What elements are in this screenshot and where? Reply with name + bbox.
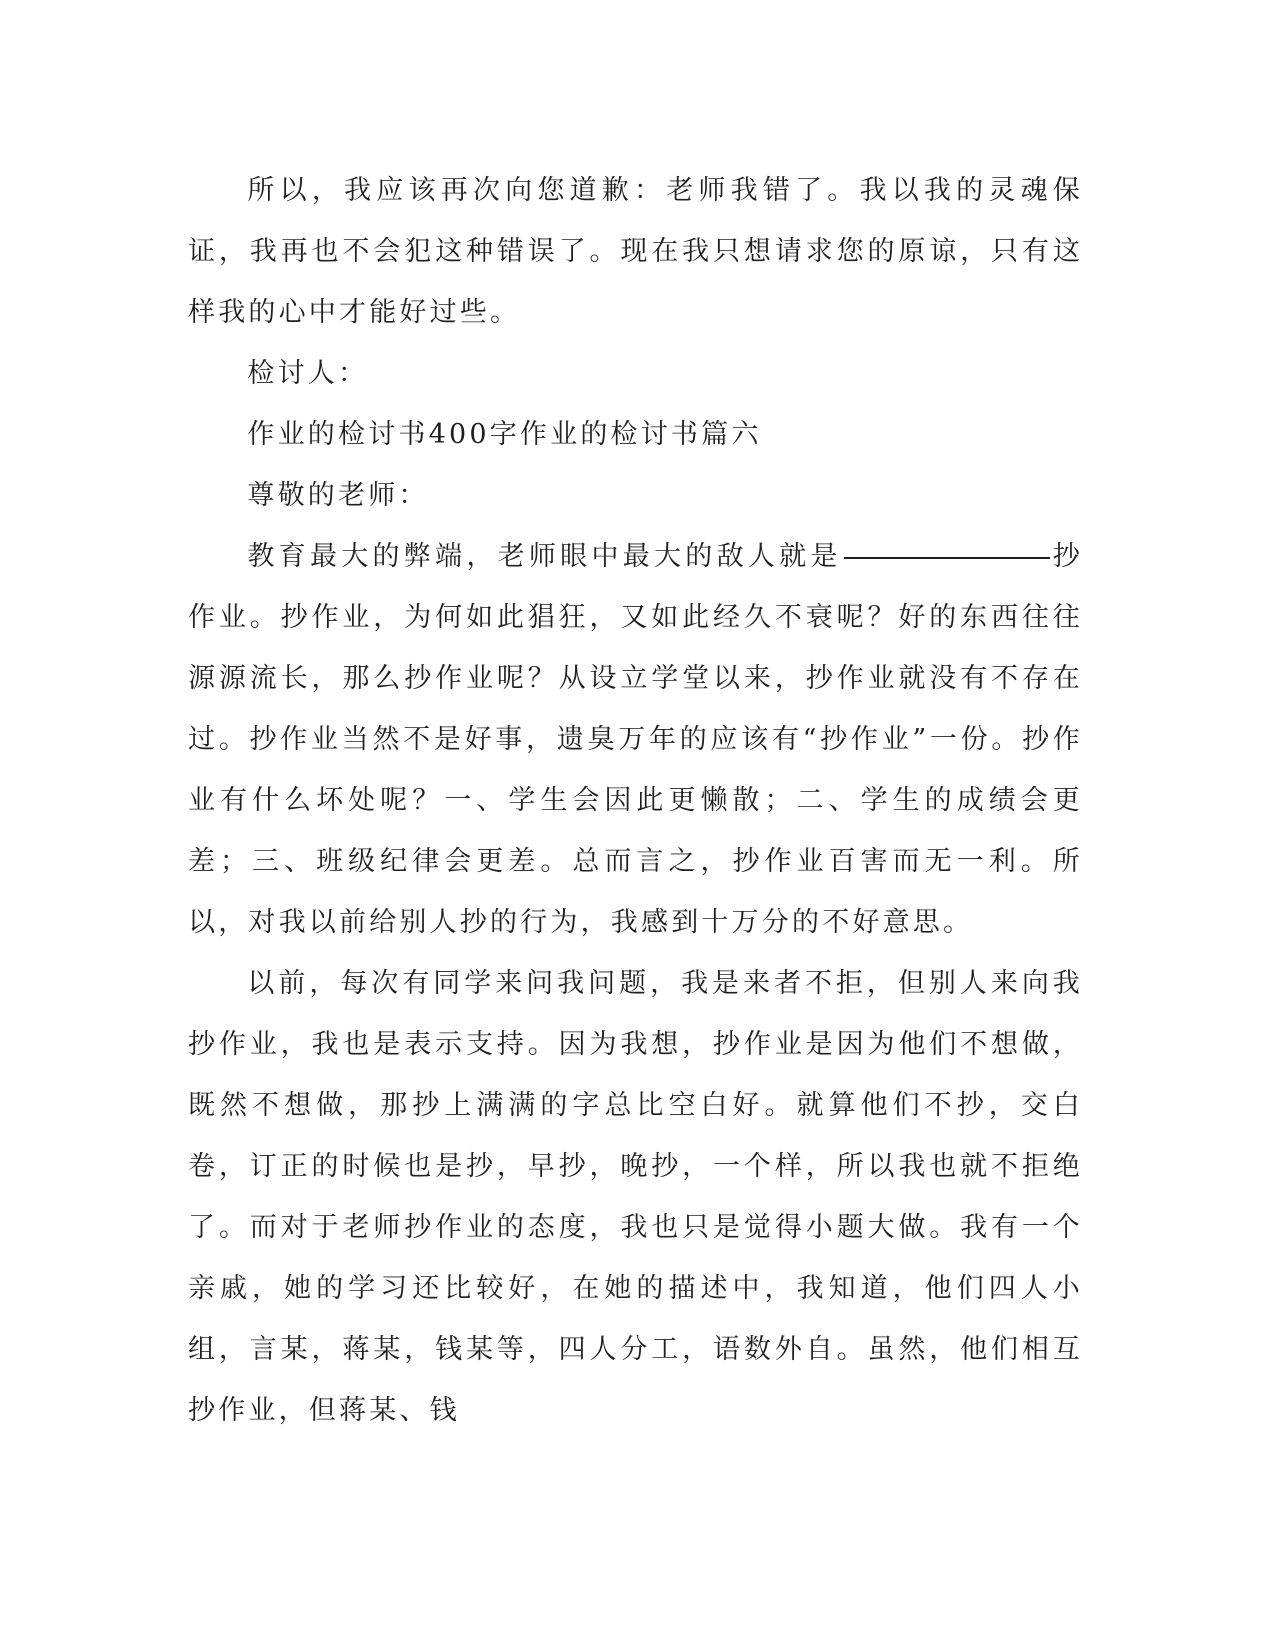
paragraph-text-part-1: 教育最大的弊端，老师眼中最大的敌人就是 xyxy=(247,541,842,572)
paragraph-signature: 检讨人： xyxy=(247,358,369,389)
paragraph-text-part-2: 抄作业。抄作业，为何如此猖狂，又如此经久不衰呢？好的东西往往源源流长，那么抄作业呢？从设立学堂以来，抄作业就没有不存在过。抄作业当然不是好事，遗臭万年的应该有“抄作业”一份。抄作业有什么坏处呢？一、学生会因此更懒散；二、学生的成绩会更差；三、班级纪律会更差。总而言之，抄作业百害而无一利。所以，对我以前给别人抄的行为，我感到十万分的不好意思。 xyxy=(188,541,1083,938)
paragraph-apology: 所以，我应该再次向您道歉：老师我错了。我以我的灵魂保证，我再也不会犯这种错误了。现在我只想请求您的原谅，只有这样我的心中才能好过些。 xyxy=(188,175,1083,328)
paragraph-past-behavior: 以前，每次有同学来问我问题，我是来者不拒，但别人来向我抄作业，我也是表示支持。因为我想，抄作业是因为他们不想做，既然不想做，那抄上满满的字总比空白好。就算他们不抄，交白卷，订正的时候也是抄，早抄，晚抄，一个样，所以我也就不拒绝了。而对于老师抄作业的态度，我也只是觉得小题大做。我有一个亲戚，她的学习还比较好，在她的描述中，我知道，他们四人小组，言某，蒋某，钱某等，四人分工，语数外自。虽然，他们相互抄作业，但蒋某、钱 xyxy=(188,968,1083,1426)
section-heading: 作业的检讨书400字作业的检讨书篇六 xyxy=(247,419,762,450)
document-body xyxy=(188,160,1083,1441)
em-dash-line xyxy=(844,557,1050,559)
salutation: 尊敬的老师： xyxy=(247,480,429,511)
paragraph-copying-homework xyxy=(188,526,1083,953)
